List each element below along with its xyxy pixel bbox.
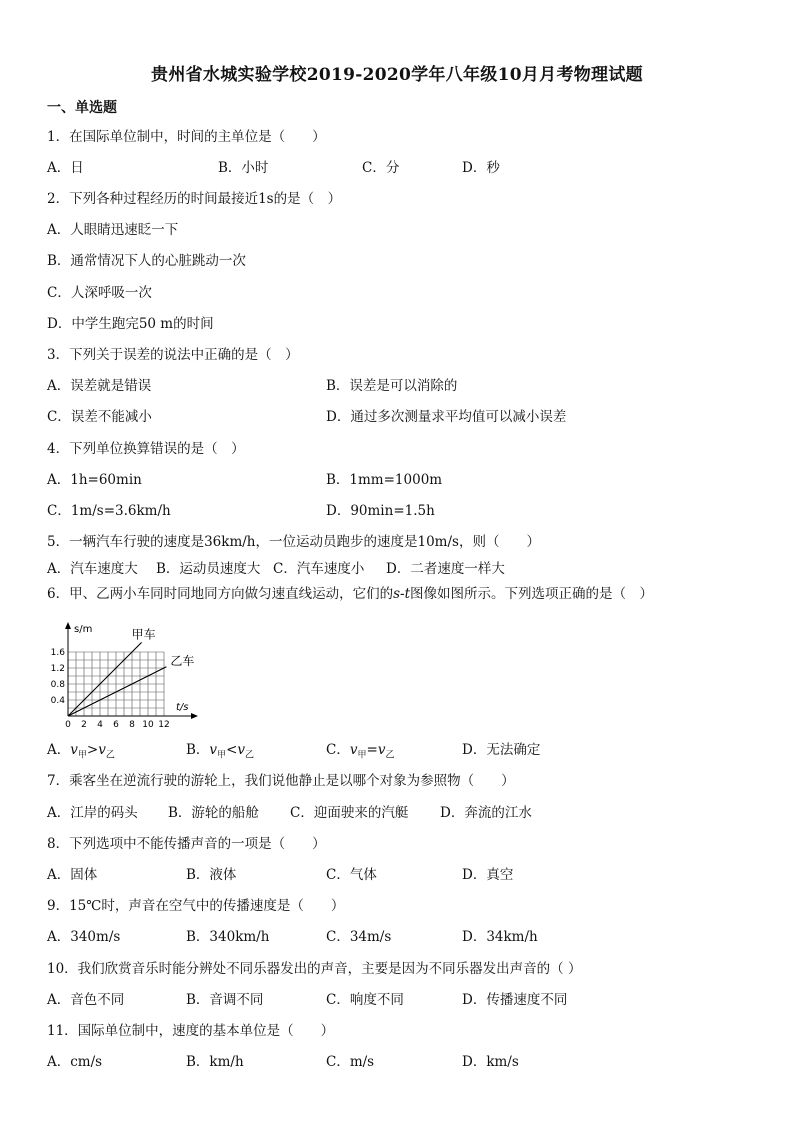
question-2-option-c: C．人深呼吸一次 [47, 285, 152, 301]
question-7-option-a: A．江岸的码头 [47, 805, 138, 821]
x-axis-label: t/s [176, 702, 189, 713]
question-8-stem: 8．下列选项中不能传播声音的一项是（ ） [47, 836, 326, 852]
page-title: 贵州省水城实验学校2019-2020学年八年级10月月考物理试题 [151, 65, 643, 85]
x-tick-label: 10 [142, 720, 154, 728]
question-4-option-d: D．90min=1.5h [326, 503, 435, 519]
question-3-option-a: A．误差就是错误 [47, 378, 152, 394]
x-tick-label: 6 [113, 720, 119, 728]
question-2-option-a: A．人眼睛迅速眨一下 [47, 222, 179, 238]
y-tick-label: 0.8 [50, 680, 65, 690]
question-7-option-c: C．迎面驶来的汽艇 [290, 805, 409, 821]
question-4-stem: 4．下列单位换算错误的是（ ） [47, 441, 245, 457]
x-axis-arrow [191, 713, 198, 719]
question-11-option-c: C．m/s [326, 1054, 375, 1070]
y-axis-label: s/m [74, 624, 93, 635]
question-8-option-b: B．液体 [186, 867, 237, 883]
question-8-option-c: C．气体 [326, 867, 377, 883]
question-10-stem: 10．我们欣赏音乐时能分辨处不同乐器发出的声音，主要是因为不同乐器发出声音的（ ） [47, 961, 582, 977]
x-tick-label: 12 [158, 720, 170, 728]
question-6-option-a: A．$v_甲>v_乙$ [47, 742, 115, 761]
question-6-stem-post: 图像如图所示。下列选项正确的是（ ） [410, 586, 654, 602]
question-1-option-a: A．日 [47, 160, 84, 176]
y-tick-label: 1.2 [50, 664, 65, 674]
question-6-option-c: C．$v_甲=v_乙$ [326, 742, 395, 761]
question-9-option-b: B．340km/h [186, 929, 270, 945]
series-line-2 [68, 667, 166, 716]
question-4-option-b: B．1mm=1000m [326, 472, 443, 488]
x-tick-label: 0 [65, 720, 71, 728]
y-tick-label: 1.6 [50, 648, 65, 658]
question-9-option-c: C．34m/s [326, 929, 392, 945]
question-7-option-b: B．游轮的船舱 [168, 805, 259, 821]
question-8-option-a: A．固体 [47, 867, 98, 883]
question-7-stem: 7．乘客坐在逆流行驶的游轮上，我们说他静止是以哪个对象为参照物（ ） [47, 773, 515, 789]
question-5-option-b: B．运动员速度大 [156, 561, 261, 577]
question-5-option-d: D．二者速度一样大 [386, 561, 505, 577]
question-10-option-c: C．响度不同 [326, 992, 404, 1008]
question-3-stem: 3．下列关于误差的说法中正确的是（ ） [47, 347, 299, 363]
question-11-option-a: A．cm/s [47, 1054, 103, 1070]
question-1-option-c: C．分 [362, 160, 400, 176]
section-heading: 一、单选题 [47, 100, 117, 116]
question-8-option-d: D．真空 [462, 867, 514, 883]
question-9-stem: 9．15℃时，声音在空气中的传播速度是（ ） [47, 898, 345, 914]
question-2-option-b: B．通常情况下人的心脏跳动一次 [47, 253, 246, 269]
question-11-option-d: D．km/s [462, 1054, 519, 1070]
question-2-option-d: D．中学生跑完50 m的时间 [47, 316, 214, 332]
question-11-stem: 11．国际单位制中，速度的基本单位是（ ） [47, 1023, 335, 1039]
question-5-option-a: A．汽车速度大 [47, 561, 138, 577]
y-axis-arrow [65, 622, 71, 629]
question-6-stem-var: s-t [393, 586, 411, 602]
question-10-option-b: B．音调不同 [186, 992, 264, 1008]
question-1-option-d: D．秒 [462, 160, 500, 176]
question-9-option-d: D．34km/h [462, 929, 538, 945]
question-5-option-c: C．汽车速度小 [273, 561, 365, 577]
question-3-option-b: B．误差是可以消除的 [326, 378, 458, 394]
question-10-option-d: D．传播速度不同 [462, 992, 568, 1008]
question-11-option-b: B．km/h [186, 1054, 244, 1070]
x-tick-label: 2 [81, 720, 87, 728]
question-6-stem [47, 585, 653, 603]
question-6-option-b: B．$v_甲<v_乙$ [186, 742, 255, 761]
question-1-option-b: B．小时 [218, 160, 269, 176]
question-9-option-a: A．340m/s [47, 929, 121, 945]
series-line-1 [68, 642, 142, 716]
x-tick-label: 4 [97, 720, 103, 728]
question-3-option-d: D．通过多次测量求平均值可以减小误差 [326, 409, 567, 425]
question-6-stem-pre: 6．甲、乙两小车同时同地同方向做匀速直线运动，它们的 [47, 586, 394, 602]
series-label-1: 甲车 [131, 627, 156, 642]
question-2-stem: 2．下列各种过程经历的时间最接近1s的是（ ） [47, 191, 342, 207]
question-7-option-d: D．奔流的江水 [440, 805, 532, 821]
chart-grid [68, 652, 164, 716]
series-label-2: 乙车 [170, 653, 195, 668]
y-tick-label: 0.4 [50, 696, 65, 706]
question-4-option-c: C．1m/s=3.6km/h [47, 503, 171, 519]
st-graph [44, 618, 204, 728]
question-3-option-c: C．误差不能减小 [47, 409, 152, 425]
question-10-option-a: A．音色不同 [47, 992, 125, 1008]
x-tick-label: 8 [129, 720, 135, 728]
question-6-option-d: D．无法确定 [462, 742, 541, 758]
question-5-stem: 5．一辆汽车行驶的速度是36km/h，一位运动员跑步的速度是10m/s，则（ ） [47, 534, 540, 550]
question-4-option-a: A．1h=60min [47, 472, 142, 488]
question-1-stem: 1．在国际单位制中，时间的主单位是（ ） [47, 129, 326, 145]
